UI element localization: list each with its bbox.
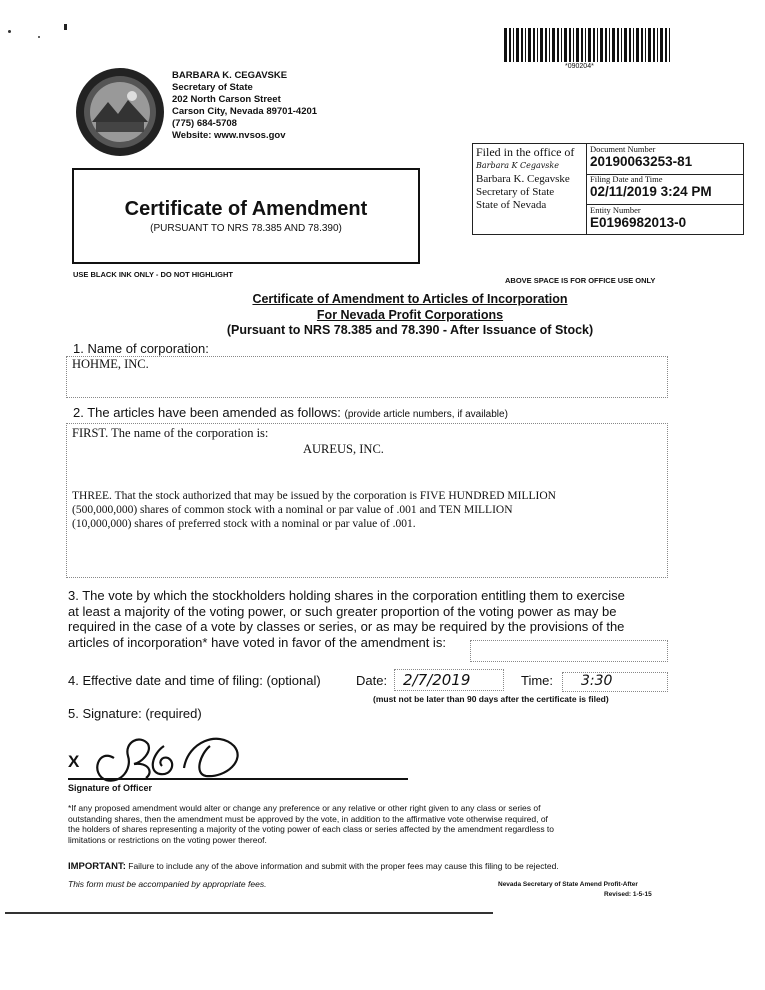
barcode-bar <box>549 28 550 62</box>
certificate-subtitle: (PURSUANT TO NRS 78.385 AND 78.390) <box>150 223 342 234</box>
filer-signature: Barbara K Cegavske <box>476 161 559 170</box>
ink-notice: USE BLACK INK ONLY - DO NOT HIGHLIGHT <box>73 270 234 279</box>
section3-line2: at least a majority of the voting power, or such greater proportion of the voting power as may be <box>68 603 617 619</box>
entity-number-label: Entity Number <box>590 205 641 215</box>
barcode-bar <box>557 28 559 62</box>
section3-line1: 3. The vote by which the stockholders holding shares in the corporation entitling them to exercise <box>68 588 625 603</box>
barcode-bar <box>545 28 547 62</box>
barcode-bar <box>521 28 523 62</box>
filer-title: Secretary of State <box>476 186 555 198</box>
filer-name: Barbara K. Cegavske <box>476 173 570 185</box>
barcode-bar <box>641 28 643 62</box>
office-title: Secretary of State <box>172 82 253 93</box>
filed-in-label: Filed in the office of <box>476 145 575 159</box>
important-text: Failure to include any of the above information and submit with the proper fees may cause this filing to be rejected. <box>128 861 559 871</box>
barcode-bar <box>605 28 607 62</box>
barcode-bar <box>665 28 667 62</box>
amendment-new-name: AUREUS, INC. <box>303 442 384 456</box>
barcode-bar <box>636 28 639 62</box>
office-phone: (775) 684-5708 <box>172 118 237 129</box>
effective-time-field[interactable] <box>562 672 668 692</box>
time-label: Time: <box>521 673 554 688</box>
filing-date-label: Filing Date and Time <box>590 174 663 184</box>
form-title-line1: Certificate of Amendment to Articles of Incorporation <box>252 292 568 306</box>
corporation-name-value: HOHME, INC. <box>72 357 149 371</box>
form-title-line2: For Nevada Profit Corporations <box>316 307 504 322</box>
form-name: Nevada Secretary of State Amend Profit-After <box>498 881 638 888</box>
form-title-line3: (Pursuant to NRS 78.385 and 78.390 - After Issuance of Stock) <box>226 323 594 337</box>
effective-date-field[interactable] <box>394 669 504 691</box>
vote-field[interactable] <box>470 640 668 662</box>
barcode-bar <box>617 28 619 62</box>
barcode-bar <box>564 28 567 62</box>
barcode-bar <box>660 28 663 62</box>
barcode-bar <box>612 28 615 62</box>
amendment-text-field[interactable] <box>66 423 668 578</box>
barcode-bar <box>561 28 562 62</box>
corporation-name-field[interactable] <box>66 356 668 398</box>
fees-note: This form must be accompanied by appropriate fees. <box>68 879 267 889</box>
barcode-bar <box>653 28 655 62</box>
barcode-bar <box>576 28 579 62</box>
scan-speck <box>38 36 40 38</box>
barcode-bar <box>588 28 591 62</box>
barcode-bar <box>516 28 519 62</box>
date-label: Date: <box>356 673 388 688</box>
doc-number-label: Document Number <box>590 144 656 154</box>
important-label: IMPORTANT: <box>68 861 126 872</box>
x-mark: X <box>68 752 80 771</box>
effective-time-value: 3:30 <box>581 673 613 689</box>
signature-caption: Signature of Officer <box>68 783 153 793</box>
footnote-line4: limitations or restrictions on the voting power thereof. <box>68 834 267 845</box>
footnote-line3: the holders of shares representing a majority of the voting power of each class or series affected by the amendment regardless to <box>68 824 555 834</box>
barcode-bar <box>633 28 634 62</box>
footnote-line2: outstanding shares, then the amendment must be approved by the vote, in addition to the affirmative vote otherwise required, of <box>68 813 548 824</box>
filing-datetime: 02/11/2019 3:24 PM <box>590 184 712 199</box>
barcode-bar <box>624 28 627 62</box>
certificate-header-box <box>72 168 420 264</box>
date-note: (must not be later than 90 days after the certificate is filed) <box>373 694 609 704</box>
doc-number: 20190063253-81 <box>590 154 693 169</box>
barcode-bar <box>509 28 511 62</box>
form-revised: Revised: 1-5-15 <box>604 891 652 898</box>
barcode-bar <box>597 28 598 62</box>
filer-state: State of Nevada <box>476 199 547 211</box>
amendment-three-line2: (500,000,000) shares of common stock with a nominal or par value of .001 and TEN MILLION <box>72 504 513 516</box>
barcode-bar <box>621 28 622 62</box>
barcode-bar <box>600 28 603 62</box>
filing-stamp <box>472 143 744 235</box>
amendment-three-line3: (10,000,000) shares of preferred stock with a nominal or par value of .001. <box>72 518 416 530</box>
barcode-bar <box>525 28 526 62</box>
scan-speck <box>8 30 11 33</box>
barcode-bar <box>528 28 531 62</box>
amendment-first: FIRST. The name of the corporation is: <box>72 426 269 440</box>
barcode-bar <box>645 28 646 62</box>
footnote-line1: *If any proposed amendment would alter or change any preference or any relative or other right given to any class or series of <box>68 803 541 813</box>
section4-label: 4. Effective date and time of filing: (optional) <box>68 673 321 688</box>
barcode-bar <box>513 28 514 62</box>
entity-number: E0196982013-0 <box>590 215 687 230</box>
barcode-bar <box>537 28 538 62</box>
barcode-bar <box>569 28 571 62</box>
certificate-title: Certificate of Amendment <box>124 198 368 220</box>
nevada-state-seal <box>74 66 166 158</box>
section2-label: 2. The articles have been amended as follows: <box>73 405 341 420</box>
section3-line3: required in the case of a vote by classes or series, or as may be required by the provisions of the <box>68 619 625 634</box>
section5-label: 5. Signature: (required) <box>68 706 202 721</box>
office-street: 202 North Carson Street <box>172 94 281 105</box>
barcode-bar <box>533 28 535 62</box>
section3-line4: articles of incorporation* have voted in favor of the amendment is: <box>68 634 446 650</box>
amendment-three-line1: THREE. That the stock authorized that may be issued by the corporation is FIVE HUNDRED MILLION <box>72 490 556 502</box>
bottom-rule <box>5 912 493 914</box>
barcode-bar <box>573 28 574 62</box>
barcode-bar <box>648 28 651 62</box>
barcode-bar <box>593 28 595 62</box>
office-website: Website: www.nvsos.gov <box>172 130 286 141</box>
section1-label: 1. Name of corporation: <box>73 341 209 356</box>
barcode-bar <box>657 28 658 62</box>
scan-speck <box>64 24 67 30</box>
office-name: BARBARA K. CEGAVSKE <box>172 70 288 81</box>
signature-line <box>68 778 408 780</box>
barcode-bar <box>504 28 507 62</box>
barcode-bar <box>585 28 586 62</box>
barcode-bar <box>552 28 555 62</box>
barcode <box>504 28 672 62</box>
barcode-bar <box>629 28 631 62</box>
effective-date-value: 2/7/2019 <box>403 671 471 689</box>
office-use-notice: ABOVE SPACE IS FOR OFFICE USE ONLY <box>505 276 656 285</box>
barcode-bar <box>581 28 583 62</box>
barcode-number: *090204* <box>565 63 594 70</box>
barcode-bar <box>540 28 543 62</box>
barcode-bar <box>609 28 610 62</box>
office-city: Carson City, Nevada 89701-4201 <box>172 106 318 117</box>
section2-hint: (provide article numbers, if available) <box>344 409 508 420</box>
barcode-bar <box>669 28 670 62</box>
